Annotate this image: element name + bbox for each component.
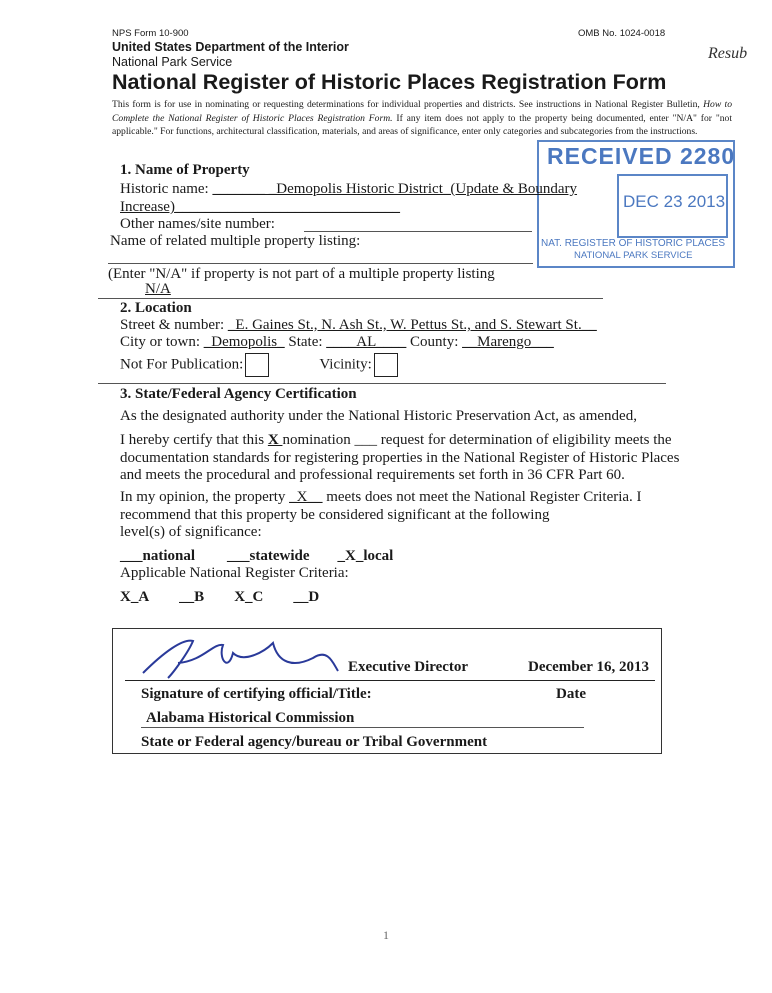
signature-image xyxy=(133,633,343,683)
signature-label: Signature of certifying official/Title: xyxy=(141,686,372,702)
city-value: _Demopolis_ xyxy=(203,334,285,350)
agency: National Park Service xyxy=(112,55,233,69)
agency-line xyxy=(141,727,584,728)
historic-name-row: Historic name: _______ _Demopolis Historic District_(Update & Boundary xyxy=(120,181,578,197)
page-number: 1 xyxy=(383,928,389,942)
opinion-text: In my opinion, the property _X__ meets does not meet the National Register Criteria. I xyxy=(120,489,642,505)
criterion-b: __B xyxy=(179,589,205,605)
meets-mark: _X__ xyxy=(289,489,323,505)
section2-heading: 2. Location xyxy=(120,300,192,316)
other-names-line xyxy=(304,231,532,232)
criteria-row xyxy=(120,589,319,606)
street-row: Street & number: _E. Gaines St., N. Ash St., W. Pettus St., and S. Stewart St.__ xyxy=(120,317,597,333)
publication-row: Not For Publication: Vicinity: xyxy=(120,353,398,377)
agency-label: State or Federal agency/bureau or Tribal Government xyxy=(141,734,488,750)
certification-date: December 16, 2013 xyxy=(528,659,649,675)
cert-text: documentation standards for registering properties in the National Register of Historic Places xyxy=(120,450,680,466)
criteria-label: Applicable National Register Criteria: xyxy=(120,565,349,581)
section3-heading: 3. State/Federal Agency Certification xyxy=(120,386,357,402)
county-value: __Marengo___ xyxy=(462,334,554,350)
date-label: Date xyxy=(556,686,586,702)
related-listing-value: N/A xyxy=(145,281,171,297)
level-national: ___national xyxy=(120,548,196,564)
significance-levels xyxy=(120,548,393,565)
related-listing-label: Name of related multiple property listing: xyxy=(110,233,361,249)
city-row: City or town: _Demopolis_ State: ____AL____ County: __Marengo___ xyxy=(120,334,554,350)
department: United States Department of the Interior xyxy=(112,40,349,54)
intro-paragraph: This form is for use in nominating or requesting determinations for individual properties and districts. See instructions in National Register Bulletin, How to Complete the National Register of Historic Places Registration Form. If any item does not apply to the property being documented, enter "N/A" for "not applicable." For functions, architectural classification, materials, and areas of significance, enter only categories and subcategories from the instructions. xyxy=(112,99,732,138)
criterion-d: __D xyxy=(293,589,320,605)
certification-box xyxy=(112,628,662,754)
cert-text: and meets the procedural and professional requirements set forth in 36 CFR Part 60. xyxy=(120,467,625,483)
stamp-line1: NAT. REGISTER OF HISTORIC PLACES xyxy=(541,238,726,249)
handwritten-note: Resub xyxy=(708,45,748,62)
section1-heading: 1. Name of Property xyxy=(120,162,250,178)
official-title: Executive Director xyxy=(348,659,469,675)
level-statewide: ___statewide xyxy=(227,548,310,564)
related-listing-line xyxy=(108,263,533,264)
form-title: National Register of Historic Places Registration Form xyxy=(112,70,667,94)
divider xyxy=(98,383,666,384)
stamp-line2: NATIONAL PARK SERVICE xyxy=(574,250,693,261)
cert-text: As the designated authority under the National Historic Preservation Act, as amended, xyxy=(120,408,637,424)
historic-name-cont: Increase)______________________________ xyxy=(120,199,400,215)
form-number: NPS Form 10-900 xyxy=(112,28,189,39)
cert-text: I hereby certify that this X nomination ___ request for determination of eligibility meets the xyxy=(120,432,672,448)
stamp-received: RECEIVED 2280 xyxy=(547,143,736,169)
criterion-a: X_A xyxy=(120,589,150,605)
street-value: _E. Gaines St., N. Ash St., W. Pettus St., and S. Stewart St.__ xyxy=(227,317,597,333)
omb-number: OMB No. 1024-0018 xyxy=(578,28,666,39)
divider xyxy=(98,298,603,299)
state-value: ____AL____ xyxy=(326,334,407,350)
stamp-date: DEC 23 2013 xyxy=(623,192,726,211)
enter-na-note: (Enter "N/A" if property is not part of a multiple property listing xyxy=(108,266,495,282)
not-for-publication-checkbox[interactable] xyxy=(245,353,269,377)
received-stamp xyxy=(537,140,735,268)
agency-name: Alabama Historical Commission xyxy=(146,710,355,726)
nomination-mark: X xyxy=(267,432,283,448)
opinion-text: level(s) of significance: xyxy=(120,524,262,540)
opinion-text: recommend that this property be considered significant at the following xyxy=(120,507,550,523)
level-local: _X_local xyxy=(337,548,394,564)
historic-name-value: _______ _Demopolis Historic District_(Update & Boundary xyxy=(212,181,578,197)
vicinity-checkbox[interactable] xyxy=(374,353,398,377)
signature-line xyxy=(125,680,655,681)
criterion-c: X_C xyxy=(234,589,264,605)
other-names-label: Other names/site number: xyxy=(120,216,275,232)
